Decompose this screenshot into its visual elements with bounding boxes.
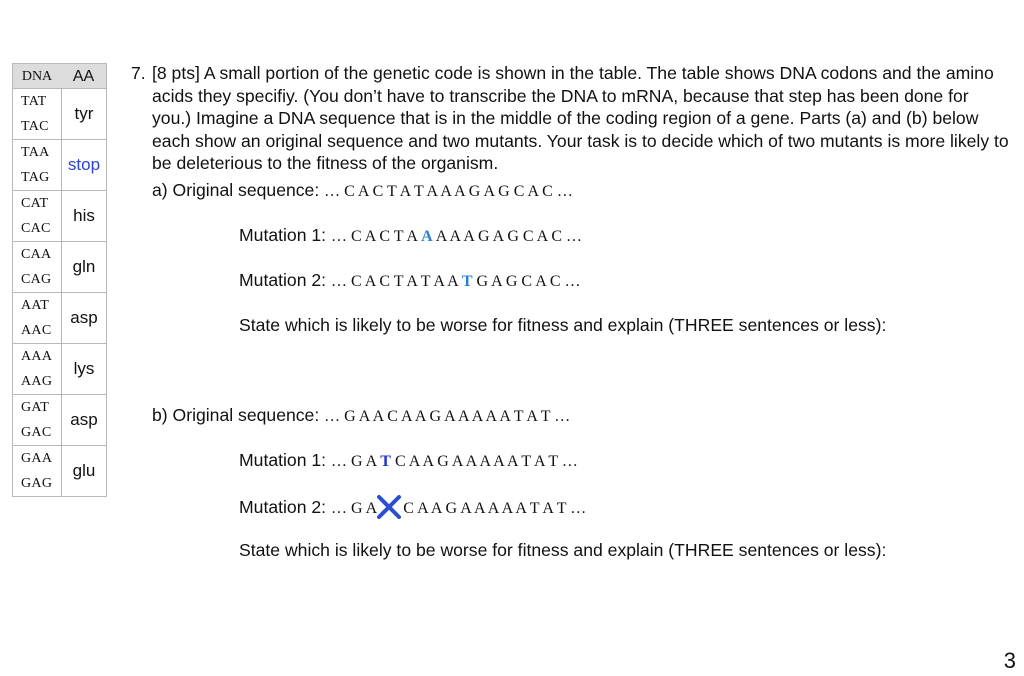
part-b-original [152, 405, 570, 426]
codon-group-his [13, 190, 106, 241]
part-a-mutation-2 [239, 270, 581, 291]
part-a-original-seq: … C A C T A T A A A G A G C A C … [324, 183, 573, 200]
amino-acid: asp [70, 308, 98, 327]
question-text: [8 pts] A small portion of the genetic code is shown in the table. The table shows DNA codons and the amino acids they specifiy. (You don’t have to transcribe the DNA to mRNA, because that step has been done for you.) Imagine a DNA sequence that is in the middle of the coding region of a gene. Parts (a) and (b) below each show an original sequence and two mutants. Your task is to decide which of two mutants is more likely to be deleterious to the fitness of the organism. [152, 63, 1009, 173]
deletion-x-icon [376, 495, 402, 519]
codon: TAT [21, 93, 47, 109]
amino-acid: asp [70, 410, 98, 429]
part-a-mut1-seq-post: A A A G A G C A C … [432, 228, 583, 245]
codon-group-asp [13, 292, 106, 343]
part-b-mutation-2 [239, 495, 586, 519]
question-number: 7. [131, 63, 146, 83]
part-b-mut2-seq-post: C A A G A A A A A T A T … [403, 500, 587, 517]
part-a-mut1-seq-pre: … C A C T A [330, 228, 422, 245]
codon: TAG [21, 169, 50, 185]
codon: AAC [21, 322, 52, 338]
part-a-mut2-label: Mutation 2: [239, 270, 331, 290]
amino-acid: tyr [74, 104, 94, 123]
part-b-mut1-label: Mutation 1: [239, 450, 331, 470]
part-b-prompt: State which is likely to be worse for fitness and explain (THREE sentences or less): [239, 540, 887, 560]
part-b-original-seq: … G A A C A A G A A A A A T A T … [324, 408, 571, 425]
codon: CAA [21, 246, 52, 262]
part-a-mut2-seq-pre: … C A C T A T A A [330, 273, 462, 290]
part-a-mut1-mutated-base: A [421, 228, 433, 245]
codon-group-tyr [13, 89, 106, 139]
part-b-mut1-seq-post: C A A G A A A A A T A T … [390, 453, 578, 470]
header-aa: AA [72, 68, 95, 85]
part-a-mutation-1 [239, 225, 582, 246]
part-b-original-label: b) Original sequence: [152, 405, 325, 425]
part-a-mut1-label: Mutation 1: [239, 225, 331, 245]
part-a-original-label: a) Original sequence: [152, 180, 325, 200]
amino-acid: lys [73, 359, 95, 378]
part-b-mut2-seq-pre: … G A [330, 500, 381, 517]
part-b-mut2-label: Mutation 2: [239, 497, 331, 517]
codon: AAA [21, 348, 53, 364]
codon-group-lys [13, 343, 106, 394]
table-header [13, 64, 106, 89]
codon: CAG [21, 271, 52, 287]
part-a-prompt: State which is likely to be worse for fitness and explain (THREE sentences or less): [239, 315, 887, 335]
codon: TAC [21, 118, 49, 134]
codon: GAG [21, 475, 53, 491]
codon: CAT [21, 195, 49, 211]
part-a-mut2-mutated-base: T [461, 273, 473, 290]
codon-group-asp-2 [13, 394, 106, 445]
codon: GAC [21, 424, 52, 440]
amino-acid: his [73, 206, 95, 225]
part-b-mut1-mutated-base: T [380, 453, 391, 470]
codon: AAT [21, 297, 50, 313]
part-b-mutation-1 [239, 450, 578, 471]
part-a-original [152, 180, 573, 201]
amino-acid: glu [72, 461, 96, 480]
codon-group-gln [13, 241, 106, 292]
codon: TAA [21, 144, 50, 160]
amino-acid-stop: stop [67, 155, 101, 174]
codon: GAT [21, 399, 50, 415]
codon-group-glu [13, 445, 106, 496]
part-b-mut1-seq-pre: … G A [330, 453, 381, 470]
page-number: 3 [1003, 648, 1016, 673]
codon: AAG [21, 373, 53, 389]
codon: GAA [21, 450, 53, 466]
part-a-mut2-seq-post: G A G C A C … [472, 273, 581, 290]
codon-group-stop [13, 139, 106, 190]
amino-acid: gln [72, 257, 96, 276]
codon: CAC [21, 220, 51, 236]
header-dna: DNA [21, 69, 53, 84]
question [131, 62, 1011, 175]
codon-table [12, 63, 107, 497]
